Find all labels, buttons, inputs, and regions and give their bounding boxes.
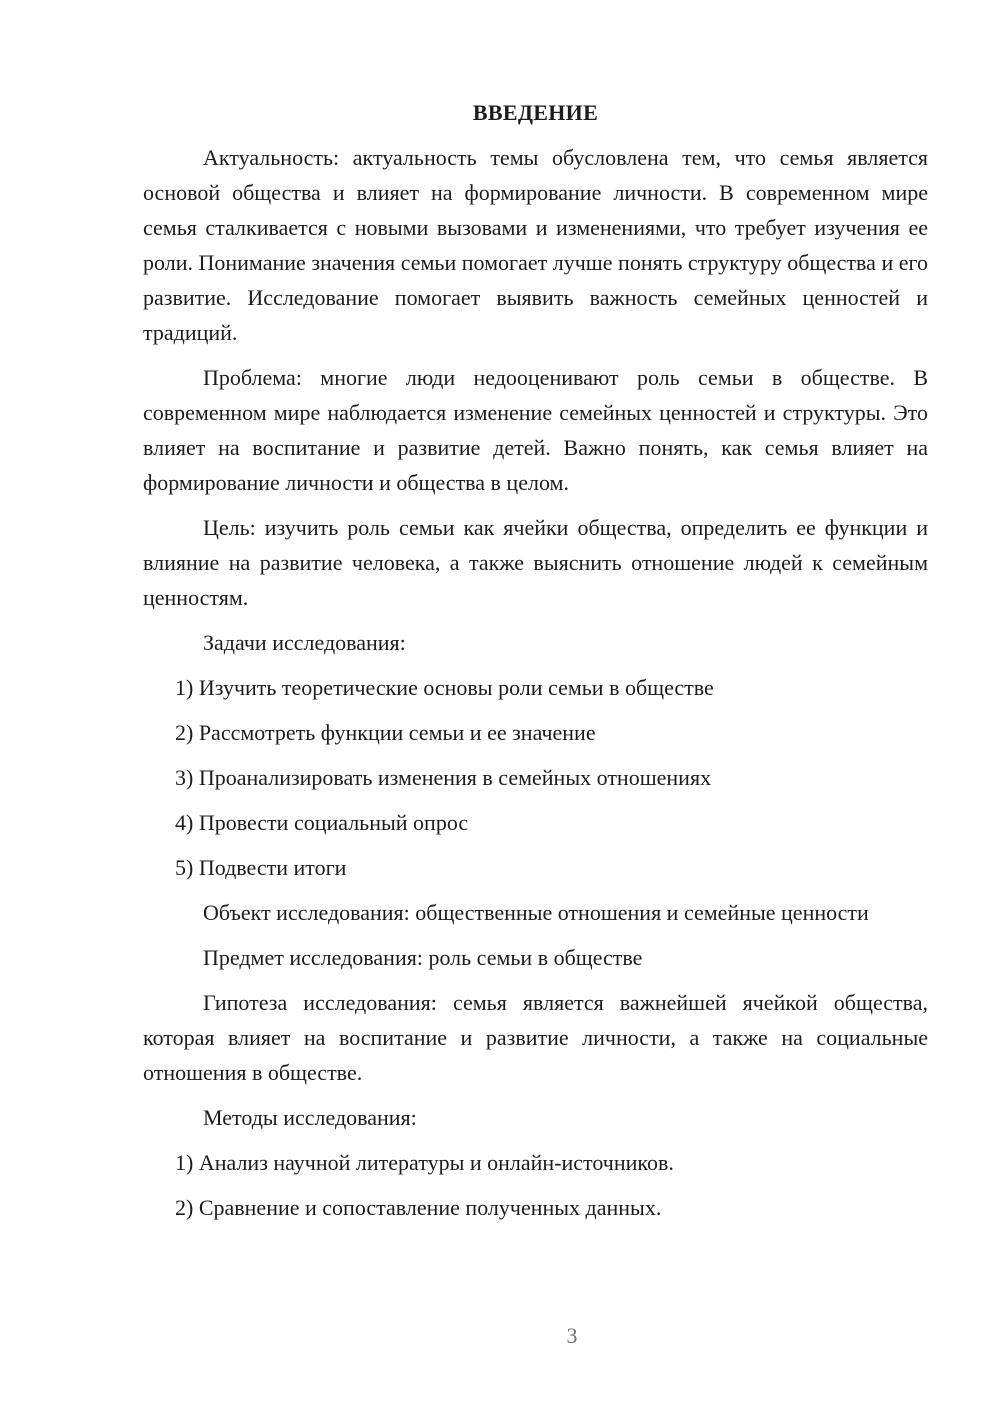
- subject-paragraph: Предмет исследования: роль семьи в обществе: [203, 945, 643, 970]
- methods-list: [143, 1145, 928, 1225]
- tasks-list: [143, 670, 928, 885]
- tasks-heading: Задачи исследования:: [203, 630, 406, 655]
- relevance-paragraph: Актуальность: актуальность темы обусловлена тем, что семья является основой общества и влияет на формирование личности. В современном мире семья сталкивается с новыми вызовами и изменениями, что требует изучения ее роли. Понимание значения семьи помогает лучше понять структуру общества и его развитие. Исследование помогает выявить важность семейных ценностей и традиций.: [143, 145, 928, 345]
- goal-paragraph: Цель: изучить роль семьи как ячейки общества, определить ее функции и влияние на развитие человека, а также выяснить отношение людей к семейным ценностям.: [143, 515, 928, 610]
- hypothesis-paragraph: Гипотеза исследования: семья является важнейшей ячейкой общества, которая влияет на воспитание и развитие личности, а также на социальные отношения в обществе.: [143, 990, 928, 1085]
- methods-heading: Методы исследования:: [203, 1105, 417, 1130]
- section-title: ВВЕДЕНИЕ: [472, 100, 599, 125]
- task-item: 3) Проанализировать изменения в семейных отношениях: [175, 765, 712, 790]
- page-number: 3: [566, 1323, 578, 1348]
- method-item: 2) Сравнение и сопоставление полученных данных.: [175, 1195, 662, 1220]
- task-item: 4) Провести социальный опрос: [175, 810, 469, 835]
- task-item: 2) Рассмотреть функции семьи и ее значение: [175, 720, 596, 745]
- method-item: 1) Анализ научной литературы и онлайн-источников.: [175, 1150, 674, 1175]
- problem-paragraph: Проблема: многие люди недооценивают роль семьи в обществе. В современном мире наблюдается изменение семейных ценностей и структуры. Это влияет на воспитание и развитие детей. Важно понять, как семья влияет на формирование личности и общества в целом.: [143, 365, 928, 495]
- page-body: [143, 95, 928, 1235]
- task-item: 5) Подвести итоги: [175, 855, 347, 880]
- object-paragraph: Объект исследования: общественные отношения и семейные ценности: [203, 900, 869, 925]
- task-item: 1) Изучить теоретические основы роли семьи в обществе: [175, 675, 714, 700]
